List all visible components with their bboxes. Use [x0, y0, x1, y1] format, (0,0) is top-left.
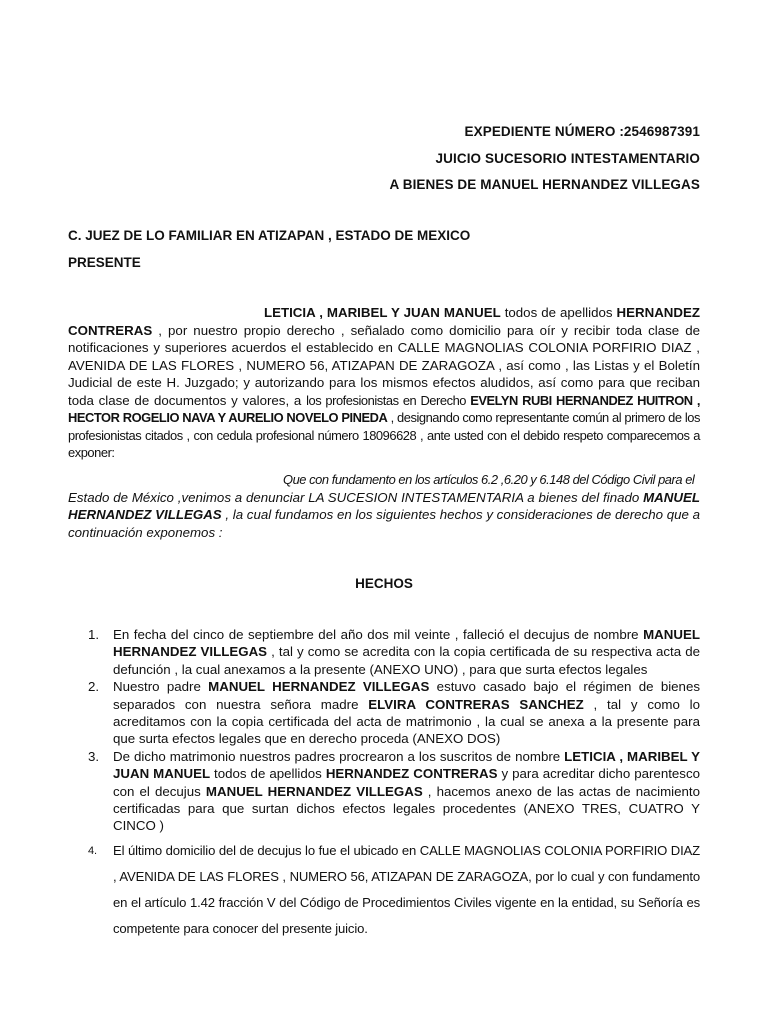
fact-number: 1. [88, 627, 100, 642]
case-number: EXPEDIENTE NÚMERO :2546987391 [464, 124, 700, 139]
fact-item [68, 678, 700, 748]
fact-text: , hacemos anexo de las actas de nacimiento certificadas para que surtan dichos efectos legales procedentes (ANEXO TRES, CUATRO Y CINCO ) [113, 783, 700, 834]
fact-bold-name: LETICIA , MARIBEL Y JUAN MANUEL [113, 748, 700, 782]
fact-text: En fecha del cinco de septiembre del año dos mil veinte , falleció el decujus de nombre [113, 627, 644, 642]
fact-text: Nuestro padre [113, 679, 209, 695]
fact-item [68, 626, 700, 678]
case-subject: A BIENES DE MANUEL HERNANDEZ VILLEGAS [389, 177, 700, 192]
foundation-paragraph [68, 471, 700, 541]
fact-bold-name: MANUEL HERNANDEZ VILLEGAS [205, 783, 423, 799]
facts-list [68, 626, 700, 942]
fact-bold-name: HERNANDEZ CONTRERAS [325, 766, 498, 782]
case-type: JUICIO SUCESORIO INTESTAMENTARIO [435, 151, 700, 166]
foundation-text-2: Estado de México ,venimos a denunciar LA SUCESION INTESTAMENTARIA a bienes del finado [68, 489, 644, 505]
section-title-hechos: HECHOS [355, 576, 413, 591]
fact-bold-name: ELVIRA CONTRERAS SANCHEZ [368, 696, 584, 712]
deceased-name: MANUEL HERNANDEZ VILLEGAS [68, 489, 700, 522]
fact-item [68, 838, 700, 942]
fact-text: , tal y como se acredita con la copia certificada de su respectiva acta de defunción , la cual anexamos a la presente (ANEXO UNO) , para que surta efectos legales [113, 644, 700, 677]
judge-addressee: C. JUEZ DE LO FAMILIAR EN ATIZAPAN , ESTADO DE MEXICO [68, 228, 471, 243]
fact-text: y para acreditar dicho parentesco con el decujus [113, 766, 700, 799]
fact-text: El último domicilio del de decujus lo fue el ubicado en CALLE MAGNOLIAS COLONIA PORFIRIO DIAZ , AVENIDA DE LAS FLORES , NUMERO 56, ATIZAPAN DE ZARAGOZA, por lo cual y con fundamento en el artículo 1.42 fracción V del Código de Procedimientos Civiles vigente en la entidad, su Señoría es competente para conocer del presente juicio. [113, 842, 700, 936]
petitioners-names: LETICIA , MARIBEL Y JUAN MANUEL [264, 305, 501, 320]
foundation-text-3: , la cual fundamos en los siguientes hechos y consideraciones de derecho que a continuación exponemos : [68, 507, 700, 540]
lawyers-names: EVELYN RUBI HERNANDEZ HUITRON , HECTOR ROGELIO NAVA Y AURELIO NOVELO PINEDA [68, 392, 700, 425]
fact-number: 2. [88, 679, 100, 695]
fact-text: todos de apellidos [210, 766, 326, 782]
intro-text-3: los profesionistas en Derecho [306, 392, 471, 408]
fact-text: De dicho matrimonio nuestros padres procrearon a los suscritos de nombre [113, 748, 565, 764]
petitioners-surnames: HERNANDEZ CONTRERAS [68, 305, 700, 338]
fact-bold-name: MANUEL HERNANDEZ VILLEGAS [113, 627, 700, 660]
fact-item [68, 748, 700, 835]
intro-text-2: , por nuestro propio derecho , señalado como domicilio para oír y recibir toda clase de notificaciones y superiores acuerdos el establecido en CALLE MAGNOLIAS COLONIA PORFIRIO DIAZ , AVENIDA DE LAS FLORES , NUMERO 56, ATIZAPAN DE ZARAGOZA , así como , las Listas y el Boletín Judicial de este H. Juzgado; y autorizando para los mismos efectos aludidos, así como para que reciban toda clase de documentos y valores, a [68, 322, 700, 408]
intro-text-4: , designando como representante común al primero de los profesionistas citados , con cedula profesional número 18096628 , ante usted con el debido respeto comparecemos a exponer: [68, 410, 700, 460]
fact-bold-name: MANUEL HERNANDEZ VILLEGAS [208, 679, 430, 695]
fact-number: 3. [88, 748, 100, 764]
fact-number: 4. [88, 844, 97, 857]
intro-paragraph [68, 304, 700, 462]
presente-label: PRESENTE [68, 255, 141, 270]
fact-text: estuvo casado bajo el régimen de bienes separados con nuestra señora madre [113, 679, 700, 712]
foundation-text-1: Que con fundamento en los artículos 6.2 ,6.20 y 6.148 del Código Civil para el [283, 472, 695, 487]
fact-text: , tal y como lo acreditamos con la copia certificada del acta de matrimonio , la cual se anexa a la presente para que surta efectos legales que en derecho proceda (ANEXO DOS) [113, 696, 700, 747]
intro-text-1: todos de apellidos [500, 305, 617, 320]
